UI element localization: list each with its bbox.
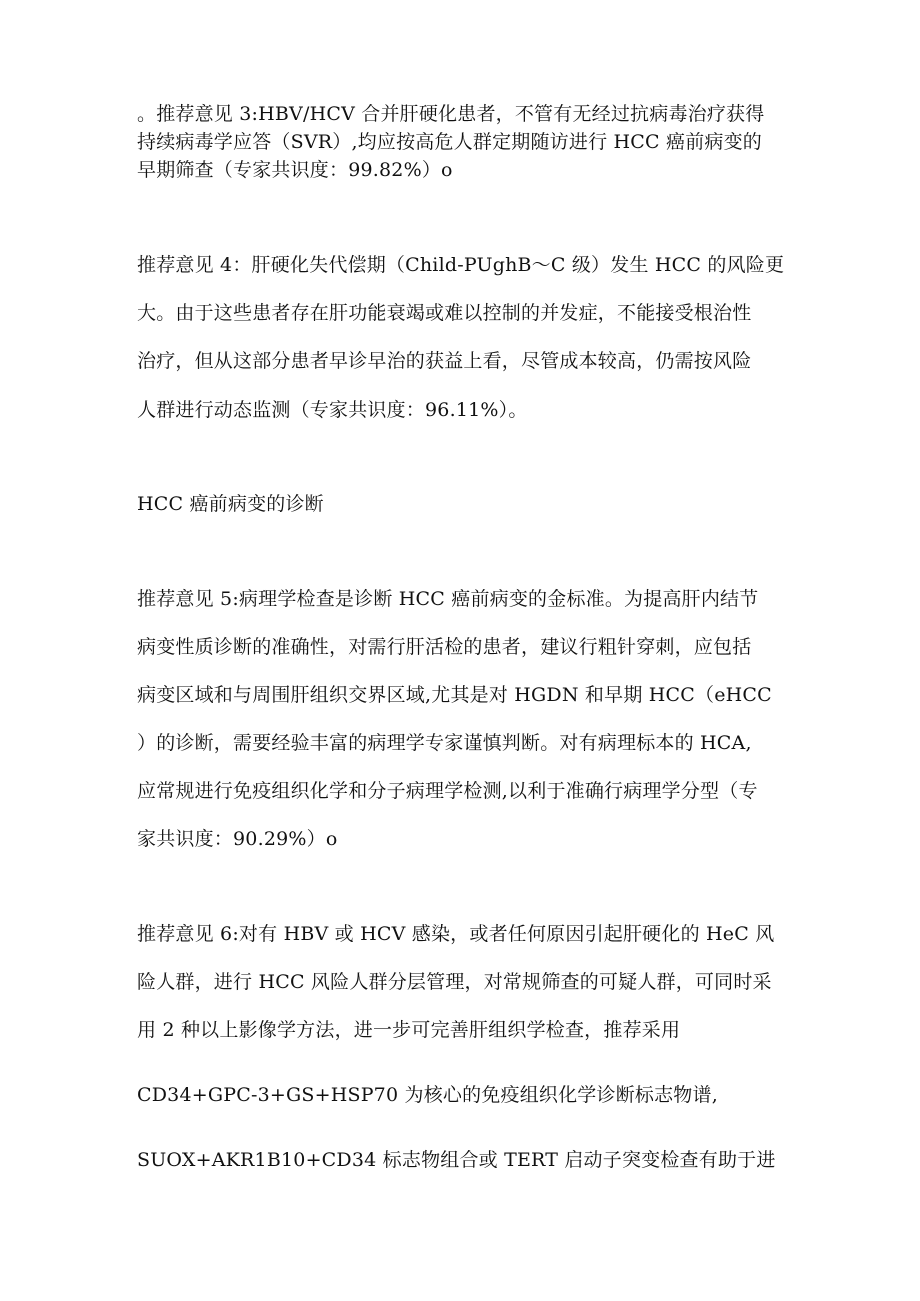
section-heading: HCC 癌前病变的诊断 bbox=[137, 493, 324, 515]
rec4-line-1: 推荐意见 4：肝硬化失代偿期（Child-PUghB～C 级）发生 HCC 的风险更 bbox=[137, 254, 785, 276]
rec4-line-4: 人群进行动态监测（专家共识度：96.11%）。 bbox=[137, 399, 528, 421]
rec3-line-2: 持续病毒学应答（SVR）,均应按高危人群定期随访进行 HCC 癌前病变的 bbox=[137, 131, 763, 153]
rec4-line-2: 大。由于这些患者存在肝功能衰竭或难以控制的并发症，不能接受根治性 bbox=[137, 302, 752, 324]
rec5-line-6: 家共识度：90.29%）o bbox=[137, 828, 338, 850]
rec4-line-3: 治疗，但从这部分患者早诊早治的获益上看，尽管成本较高，仍需按风险 bbox=[137, 350, 752, 372]
rec5-line-3: 病变区域和与周围肝组织交界区域,尤其是对 HGDN 和早期 HCC（eHCC bbox=[137, 684, 772, 706]
rec5-line-1: 推荐意见 5:病理学检查是诊断 HCC 癌前病变的金标准。为提高肝内结节 bbox=[137, 588, 759, 610]
rec6-line-2: 险人群，进行 HCC 风险人群分层管理，对常规筛查的可疑人群，可同时采 bbox=[137, 971, 772, 993]
rec5-line-2: 病变性质诊断的准确性，对需行肝活检的患者，建议行粗针穿刺，应包括 bbox=[137, 636, 752, 658]
rec6-line-5: SUOX+AKR1B10+CD34 标志物组合或 TERT 启动子突变检查有助于进 bbox=[137, 1149, 776, 1171]
rec3-line-1: 。推荐意见 3:HBV/HCV 合并肝硬化患者，不管有无经过抗病毒治疗获得 bbox=[137, 103, 765, 125]
rec5-line-5: 应常规进行免疫组织化学和分子病理学检测,以利于准确行病理学分型（专 bbox=[137, 780, 758, 802]
rec6-line-3: 用 2 种以上影像学方法，进一步可完善肝组织学检查，推荐采用 bbox=[137, 1019, 681, 1041]
rec6-line-4: CD34+GPC-3+GS+HSP70 为核心的免疫组织化学诊断标志物谱, bbox=[137, 1084, 718, 1106]
rec3-line-3: 早期筛查（专家共识度：99.82%）o bbox=[137, 159, 453, 181]
rec5-line-4: ）的诊断，需要经验丰富的病理学专家谨慎判断。对有病理标本的 HCA, bbox=[137, 732, 752, 754]
rec6-line-1: 推荐意见 6:对有 HBV 或 HCV 感染，或者任何原因引起肝硬化的 HeC 风 bbox=[137, 923, 775, 945]
